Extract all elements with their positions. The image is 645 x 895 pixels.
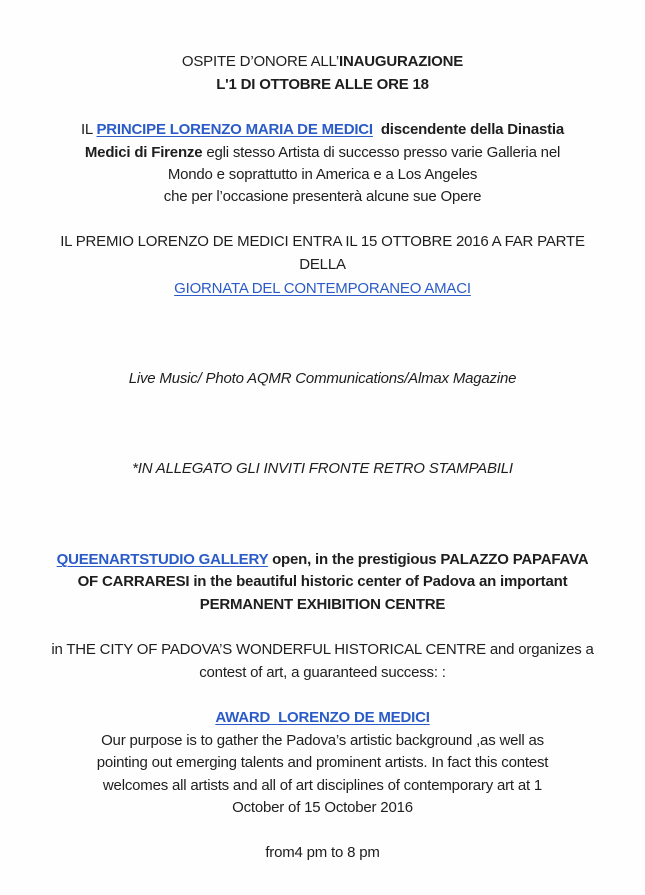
guest-line-2	[0, 143, 645, 163]
guest-descendant-text: discendente della Dinastia	[372, 121, 565, 138]
credits-line: Live Music/ Photo AQMR Communications/Almax Magazine	[128, 370, 517, 387]
guest-line-3: Mondo e soprattutto in America e a Los Angeles	[167, 166, 478, 183]
gallery-line-3: PERMANENT EXHIBITION CENTRE	[199, 596, 446, 613]
award-line-2: pointing out emerging talents and prominent artists. In fact this contest	[96, 754, 549, 771]
gallery-open-text: open, in the prestigious PALAZZO PAPAFAVA	[268, 551, 589, 568]
intro-line-1	[0, 52, 645, 72]
gallery-line-2: OF CARRARESI in the beautiful historic center of Padova an important	[77, 573, 568, 590]
award-announcement-line-2: DELLA	[299, 256, 346, 273]
award-announcement-link-line	[0, 279, 645, 299]
attachment-note: *IN ALLEGATO GLI INVITI FRONTE RETRO STAMPABILI	[132, 460, 513, 477]
guest-line-1	[0, 120, 645, 140]
hours-line: from4 pm to 8 pm	[265, 844, 380, 861]
intro-guest-of-honor-text: OSPITE D’ONORE ALL’	[181, 53, 339, 70]
award-lorenzo-de-medici-link[interactable]: AWARD LORENZO DE MEDICI	[215, 709, 430, 726]
award-line-1: Our purpose is to gather the Padova’s artistic background ,as well as	[101, 732, 544, 749]
guest-prefix: IL	[80, 121, 97, 138]
award-line-4: October of 15 October 2016	[232, 799, 413, 816]
city-line-1: in THE CITY OF PADOVA’S WONDERFUL HISTORICAL CENTRE and organizes a	[51, 641, 594, 658]
principe-lorenzo-link[interactable]: PRINCIPE LORENZO MARIA DE MEDICI	[96, 121, 373, 138]
guest-artist-text: egli stesso Artista di successo presso varie Galleria nel	[202, 144, 561, 161]
guest-medici-firenze-text: Medici di Firenze	[84, 144, 203, 161]
guest-line-4: che per l’occasione presenterà alcune sue Opere	[163, 188, 482, 205]
intro-date-line: L'1 DI OTTOBRE ALLE ORE 18	[216, 76, 429, 93]
award-title-line	[0, 708, 645, 728]
gallery-line-1	[0, 550, 645, 570]
giornata-contemporaneo-link[interactable]: GIORNATA DEL CONTEMPORANEO AMACI	[174, 280, 471, 297]
award-line-3: welcomes all artists and all of art disciplines of contemporary art at 1	[102, 777, 543, 794]
queenartstudio-gallery-link[interactable]: QUEENARTSTUDIO GALLERY	[56, 551, 269, 568]
city-line-2: contest of art, a guaranteed success: :	[199, 664, 446, 681]
intro-inauguration-text: INAUGURAZIONE	[339, 53, 464, 70]
award-announcement-line-1: IL PREMIO LORENZO DE MEDICI ENTRA IL 15 OTTOBRE 2016 A FAR PARTE	[60, 233, 585, 250]
